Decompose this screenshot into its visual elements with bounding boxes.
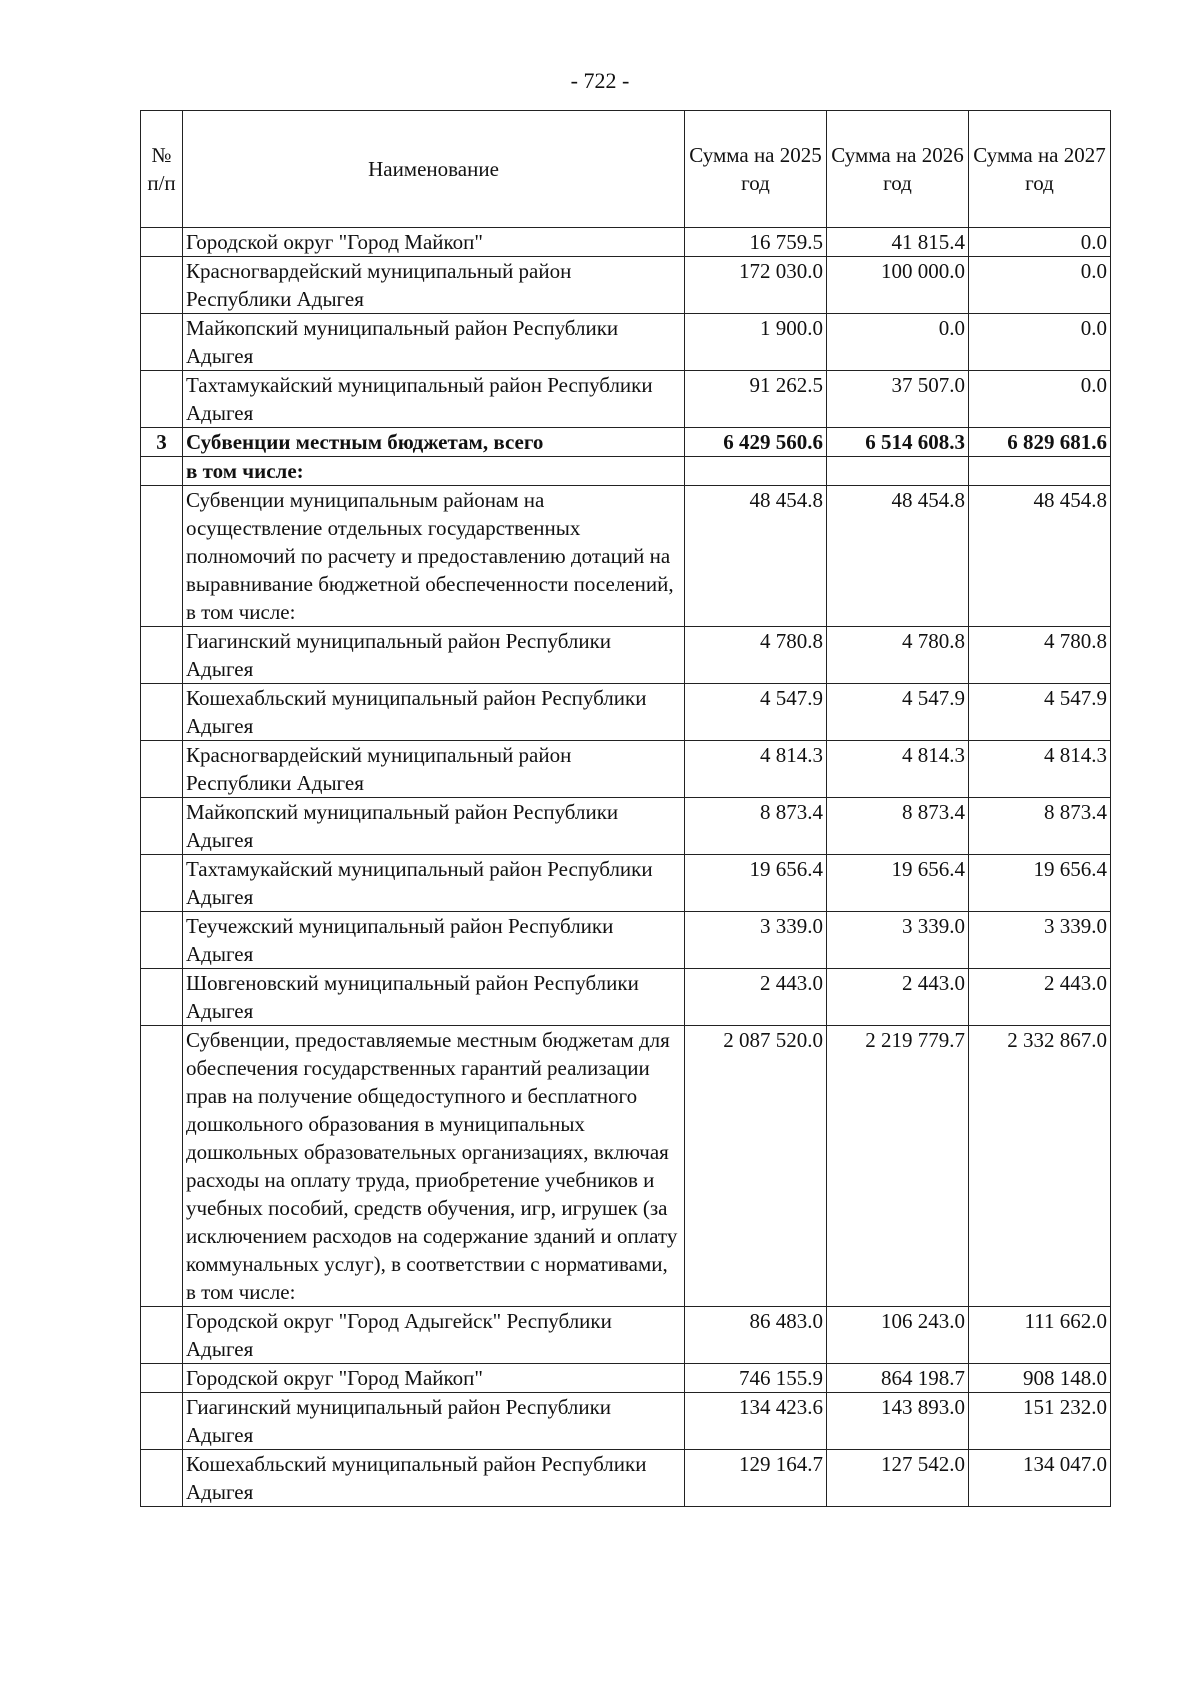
cell-num xyxy=(141,741,183,798)
cell-2026: 3 339.0 xyxy=(827,912,969,969)
cell-name: Красногвардейский муниципальный район Республики Адыгея xyxy=(183,741,685,798)
cell-2025: 746 155.9 xyxy=(685,1364,827,1393)
cell-2027: 0.0 xyxy=(969,257,1111,314)
cell-2026: 4 547.9 xyxy=(827,684,969,741)
cell-2027: 908 148.0 xyxy=(969,1364,1111,1393)
cell-2027: 134 047.0 xyxy=(969,1450,1111,1507)
cell-name: Майкопский муниципальный район Республики Адыгея xyxy=(183,798,685,855)
cell-name: Гиагинский муниципальный район Республики Адыгея xyxy=(183,627,685,684)
cell-2025: 1 900.0 xyxy=(685,314,827,371)
table-row xyxy=(141,428,1111,457)
cell-num xyxy=(141,1026,183,1307)
cell-2026: 2 219 779.7 xyxy=(827,1026,969,1307)
cell-2025: 86 483.0 xyxy=(685,1307,827,1364)
cell-2026: 0.0 xyxy=(827,314,969,371)
cell-2027: 151 232.0 xyxy=(969,1393,1111,1450)
cell-2026: 864 198.7 xyxy=(827,1364,969,1393)
cell-2027: 111 662.0 xyxy=(969,1307,1111,1364)
cell-num xyxy=(141,969,183,1026)
cell-2026: 100 000.0 xyxy=(827,257,969,314)
table-body xyxy=(141,228,1111,1507)
cell-2027: 4 547.9 xyxy=(969,684,1111,741)
cell-2026: 41 815.4 xyxy=(827,228,969,257)
table-row xyxy=(141,257,1111,314)
cell-2026 xyxy=(827,457,969,486)
table-row xyxy=(141,627,1111,684)
table-row xyxy=(141,798,1111,855)
page-number: - 722 - xyxy=(570,68,630,93)
cell-num xyxy=(141,1364,183,1393)
cell-name: Субвенции муниципальным районам на осуществление отдельных государственных полномочий по расчету и предоставлению дотаций на выравнивание бюджетной обеспеченности поселений, в том числе: xyxy=(183,486,685,627)
cell-2026: 4 780.8 xyxy=(827,627,969,684)
table-row xyxy=(141,228,1111,257)
table-row xyxy=(141,1026,1111,1307)
header-2025: Сумма на 2025 год xyxy=(685,111,827,228)
cell-2026: 48 454.8 xyxy=(827,486,969,627)
cell-name: Городской округ "Город Майкоп" xyxy=(183,1364,685,1393)
cell-2027: 2 332 867.0 xyxy=(969,1026,1111,1307)
cell-num xyxy=(141,1307,183,1364)
table-row xyxy=(141,1393,1111,1450)
table-row xyxy=(141,969,1111,1026)
cell-num xyxy=(141,1393,183,1450)
cell-2025: 4 547.9 xyxy=(685,684,827,741)
cell-2025: 172 030.0 xyxy=(685,257,827,314)
cell-num xyxy=(141,627,183,684)
cell-2025: 91 262.5 xyxy=(685,371,827,428)
cell-2026: 106 243.0 xyxy=(827,1307,969,1364)
table-row xyxy=(141,912,1111,969)
cell-2027: 3 339.0 xyxy=(969,912,1111,969)
cell-2025 xyxy=(685,457,827,486)
cell-2026: 19 656.4 xyxy=(827,855,969,912)
cell-2026: 127 542.0 xyxy=(827,1450,969,1507)
cell-num xyxy=(141,486,183,627)
cell-2027: 6 829 681.6 xyxy=(969,428,1111,457)
cell-num xyxy=(141,314,183,371)
table-row xyxy=(141,1450,1111,1507)
cell-2025: 4 814.3 xyxy=(685,741,827,798)
table-row xyxy=(141,371,1111,428)
table-row xyxy=(141,1364,1111,1393)
cell-2025: 134 423.6 xyxy=(685,1393,827,1450)
table-row xyxy=(141,741,1111,798)
table-row xyxy=(141,855,1111,912)
cell-2027 xyxy=(969,457,1111,486)
cell-2026: 4 814.3 xyxy=(827,741,969,798)
cell-2026: 37 507.0 xyxy=(827,371,969,428)
cell-num xyxy=(141,257,183,314)
cell-2027: 48 454.8 xyxy=(969,486,1111,627)
cell-2025: 19 656.4 xyxy=(685,855,827,912)
cell-num xyxy=(141,684,183,741)
cell-num: 3 xyxy=(141,428,183,457)
cell-name: Шовгеновский муниципальный район Республики Адыгея xyxy=(183,969,685,1026)
cell-2025: 129 164.7 xyxy=(685,1450,827,1507)
cell-name: в том числе: xyxy=(183,457,685,486)
cell-name: Гиагинский муниципальный район Республики Адыгея xyxy=(183,1393,685,1450)
budget-table xyxy=(140,110,1111,1507)
cell-num xyxy=(141,855,183,912)
cell-name: Красногвардейский муниципальный район Республики Адыгея xyxy=(183,257,685,314)
cell-2025: 48 454.8 xyxy=(685,486,827,627)
cell-2027: 0.0 xyxy=(969,371,1111,428)
cell-2027: 19 656.4 xyxy=(969,855,1111,912)
table-row xyxy=(141,457,1111,486)
cell-2027: 0.0 xyxy=(969,228,1111,257)
table-header-row xyxy=(141,111,1111,228)
cell-2025: 2 087 520.0 xyxy=(685,1026,827,1307)
cell-2026: 6 514 608.3 xyxy=(827,428,969,457)
cell-num xyxy=(141,912,183,969)
cell-name: Майкопский муниципальный район Республики Адыгея xyxy=(183,314,685,371)
cell-name: Тахтамукайский муниципальный район Республики Адыгея xyxy=(183,371,685,428)
cell-name: Городской округ "Город Майкоп" xyxy=(183,228,685,257)
table-row xyxy=(141,314,1111,371)
cell-2027: 4 814.3 xyxy=(969,741,1111,798)
cell-2025: 16 759.5 xyxy=(685,228,827,257)
cell-2025: 3 339.0 xyxy=(685,912,827,969)
cell-num xyxy=(141,1450,183,1507)
cell-name: Субвенции местным бюджетам, всего xyxy=(183,428,685,457)
cell-name: Субвенции, предоставляемые местным бюджетам для обеспечения государственных гарантий реализации прав на получение общедоступного и бесплатного дошкольного образования в муниципальных дошкольных образовательных организациях, включая расходы на оплату труда, приобретение учебников и учебных пособий, средств обучения, игр, игрушек (за исключением расходов на содержание зданий и оплату коммунальных услуг), в соответствии с нормативами, в том числе: xyxy=(183,1026,685,1307)
cell-num xyxy=(141,371,183,428)
cell-2027: 8 873.4 xyxy=(969,798,1111,855)
cell-2025: 2 443.0 xyxy=(685,969,827,1026)
cell-name: Теучежский муниципальный район Республики Адыгея xyxy=(183,912,685,969)
cell-2025: 8 873.4 xyxy=(685,798,827,855)
cell-name: Городской округ "Город Адыгейск" Республики Адыгея xyxy=(183,1307,685,1364)
cell-2027: 0.0 xyxy=(969,314,1111,371)
header-num: № п/п xyxy=(141,111,183,228)
cell-2025: 4 780.8 xyxy=(685,627,827,684)
cell-name: Кошехабльский муниципальный район Республики Адыгея xyxy=(183,1450,685,1507)
cell-name: Кошехабльский муниципальный район Республики Адыгея xyxy=(183,684,685,741)
cell-2025: 6 429 560.6 xyxy=(685,428,827,457)
table-row xyxy=(141,1307,1111,1364)
header-name: Наименование xyxy=(183,111,685,228)
cell-2026: 8 873.4 xyxy=(827,798,969,855)
cell-num xyxy=(141,798,183,855)
table-row xyxy=(141,486,1111,627)
cell-num xyxy=(141,228,183,257)
cell-2027: 4 780.8 xyxy=(969,627,1111,684)
cell-num xyxy=(141,457,183,486)
cell-2027: 2 443.0 xyxy=(969,969,1111,1026)
cell-name: Тахтамукайский муниципальный район Республики Адыгея xyxy=(183,855,685,912)
header-2027: Сумма на 2027 год xyxy=(969,111,1111,228)
table-row xyxy=(141,684,1111,741)
cell-2026: 143 893.0 xyxy=(827,1393,969,1450)
header-2026: Сумма на 2026 год xyxy=(827,111,969,228)
cell-2026: 2 443.0 xyxy=(827,969,969,1026)
